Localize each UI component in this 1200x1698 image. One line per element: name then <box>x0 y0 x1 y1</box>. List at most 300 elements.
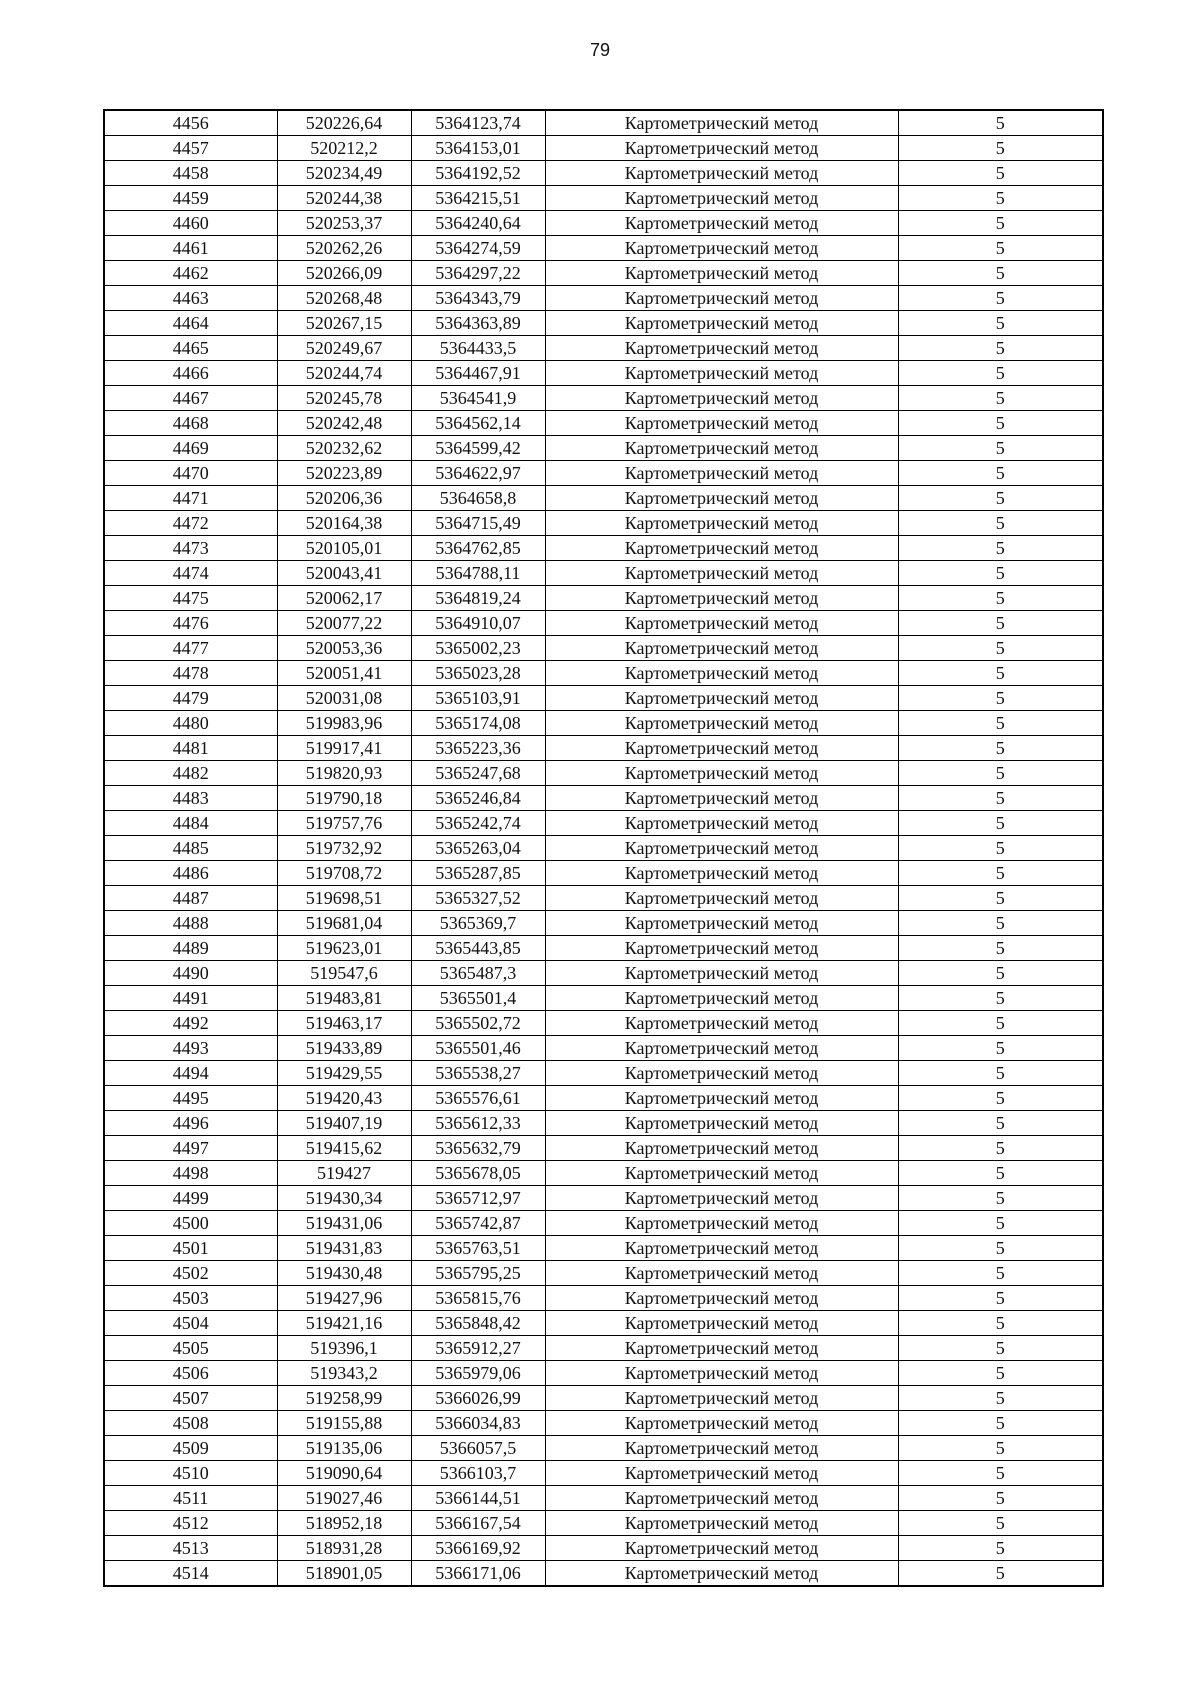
table-row <box>104 1061 1103 1086</box>
method-cell: Картометрический метод <box>545 761 898 786</box>
table-row <box>104 936 1103 961</box>
method-cell: Картометрический метод <box>545 236 898 261</box>
y-coordinate-cell: 5366169,92 <box>411 1536 545 1561</box>
x-coordinate-cell: 519708,72 <box>277 861 411 886</box>
x-coordinate-cell: 519430,48 <box>277 1261 411 1286</box>
x-coordinate-cell: 519155,88 <box>277 1411 411 1436</box>
x-coordinate-cell: 519430,34 <box>277 1186 411 1211</box>
method-cell: Картометрический метод <box>545 1011 898 1036</box>
x-coordinate-cell: 518952,18 <box>277 1511 411 1536</box>
y-coordinate-cell: 5364240,64 <box>411 211 545 236</box>
point-number-cell: 4482 <box>104 761 277 786</box>
point-number-cell: 4504 <box>104 1311 277 1336</box>
y-coordinate-cell: 5364297,22 <box>411 261 545 286</box>
y-coordinate-cell: 5364788,11 <box>411 561 545 586</box>
x-coordinate-cell: 519547,6 <box>277 961 411 986</box>
x-coordinate-cell: 519681,04 <box>277 911 411 936</box>
accuracy-cell: 5 <box>898 1511 1103 1536</box>
table-row <box>104 486 1103 511</box>
accuracy-cell: 5 <box>898 936 1103 961</box>
method-cell: Картометрический метод <box>545 586 898 611</box>
x-coordinate-cell: 520242,48 <box>277 411 411 436</box>
accuracy-cell: 5 <box>898 811 1103 836</box>
y-coordinate-cell: 5365242,74 <box>411 811 545 836</box>
y-coordinate-cell: 5364622,97 <box>411 461 545 486</box>
accuracy-cell: 5 <box>898 1536 1103 1561</box>
y-coordinate-cell: 5365912,27 <box>411 1336 545 1361</box>
accuracy-cell: 5 <box>898 711 1103 736</box>
point-number-cell: 4507 <box>104 1386 277 1411</box>
y-coordinate-cell: 5365263,04 <box>411 836 545 861</box>
point-number-cell: 4469 <box>104 436 277 461</box>
point-number-cell: 4499 <box>104 1186 277 1211</box>
point-number-cell: 4461 <box>104 236 277 261</box>
accuracy-cell: 5 <box>898 186 1103 211</box>
method-cell: Картометрический метод <box>545 661 898 686</box>
y-coordinate-cell: 5364467,91 <box>411 361 545 386</box>
point-number-cell: 4508 <box>104 1411 277 1436</box>
method-cell: Картометрический метод <box>545 1186 898 1211</box>
accuracy-cell: 5 <box>898 761 1103 786</box>
y-coordinate-cell: 5365246,84 <box>411 786 545 811</box>
y-coordinate-cell: 5364762,85 <box>411 536 545 561</box>
accuracy-cell: 5 <box>898 911 1103 936</box>
method-cell: Картометрический метод <box>545 1061 898 1086</box>
method-cell: Картометрический метод <box>545 1086 898 1111</box>
accuracy-cell: 5 <box>898 211 1103 236</box>
accuracy-cell: 5 <box>898 161 1103 186</box>
x-coordinate-cell: 519343,2 <box>277 1361 411 1386</box>
y-coordinate-cell: 5364215,51 <box>411 186 545 211</box>
method-cell: Картометрический метод <box>545 1036 898 1061</box>
point-number-cell: 4509 <box>104 1436 277 1461</box>
x-coordinate-cell: 518901,05 <box>277 1561 411 1587</box>
point-number-cell: 4483 <box>104 786 277 811</box>
x-coordinate-cell: 520226,64 <box>277 110 411 136</box>
point-number-cell: 4458 <box>104 161 277 186</box>
x-coordinate-cell: 519431,83 <box>277 1236 411 1261</box>
table-row <box>104 286 1103 311</box>
table-row <box>104 1336 1103 1361</box>
point-number-cell: 4510 <box>104 1461 277 1486</box>
accuracy-cell: 5 <box>898 486 1103 511</box>
point-number-cell: 4476 <box>104 611 277 636</box>
table-row <box>104 1036 1103 1061</box>
method-cell: Картометрический метод <box>545 136 898 161</box>
y-coordinate-cell: 5365742,87 <box>411 1211 545 1236</box>
y-coordinate-cell: 5365632,79 <box>411 1136 545 1161</box>
y-coordinate-cell: 5366171,06 <box>411 1561 545 1587</box>
x-coordinate-cell: 519431,06 <box>277 1211 411 1236</box>
method-cell: Картометрический метод <box>545 311 898 336</box>
method-cell: Картометрический метод <box>545 636 898 661</box>
y-coordinate-cell: 5365369,7 <box>411 911 545 936</box>
y-coordinate-cell: 5365002,23 <box>411 636 545 661</box>
y-coordinate-cell: 5364123,74 <box>411 110 545 136</box>
y-coordinate-cell: 5364658,8 <box>411 486 545 511</box>
x-coordinate-cell: 520245,78 <box>277 386 411 411</box>
x-coordinate-cell: 520206,36 <box>277 486 411 511</box>
y-coordinate-cell: 5365712,97 <box>411 1186 545 1211</box>
accuracy-cell: 5 <box>898 511 1103 536</box>
table-row <box>104 236 1103 261</box>
accuracy-cell: 5 <box>898 436 1103 461</box>
table-row <box>104 336 1103 361</box>
table-row <box>104 1386 1103 1411</box>
table-row <box>104 1311 1103 1336</box>
x-coordinate-cell: 520267,15 <box>277 311 411 336</box>
table-row <box>104 361 1103 386</box>
x-coordinate-cell: 519427,96 <box>277 1286 411 1311</box>
point-number-cell: 4479 <box>104 686 277 711</box>
table-row <box>104 261 1103 286</box>
table-row <box>104 886 1103 911</box>
point-number-cell: 4491 <box>104 986 277 1011</box>
x-coordinate-cell: 520062,17 <box>277 586 411 611</box>
x-coordinate-cell: 519757,76 <box>277 811 411 836</box>
point-number-cell: 4460 <box>104 211 277 236</box>
x-coordinate-cell: 520053,36 <box>277 636 411 661</box>
y-coordinate-cell: 5364715,49 <box>411 511 545 536</box>
table-row <box>104 110 1103 136</box>
method-cell: Картометрический метод <box>545 936 898 961</box>
y-coordinate-cell: 5366034,83 <box>411 1411 545 1436</box>
method-cell: Картометрический метод <box>545 786 898 811</box>
method-cell: Картометрический метод <box>545 1461 898 1486</box>
x-coordinate-cell: 519258,99 <box>277 1386 411 1411</box>
method-cell: Картометрический метод <box>545 1411 898 1436</box>
point-number-cell: 4475 <box>104 586 277 611</box>
table-row <box>104 1361 1103 1386</box>
method-cell: Картометрический метод <box>545 436 898 461</box>
method-cell: Картометрический метод <box>545 611 898 636</box>
table-row <box>104 311 1103 336</box>
accuracy-cell: 5 <box>898 236 1103 261</box>
x-coordinate-cell: 519429,55 <box>277 1061 411 1086</box>
accuracy-cell: 5 <box>898 1211 1103 1236</box>
method-cell: Картометрический метод <box>545 211 898 236</box>
accuracy-cell: 5 <box>898 461 1103 486</box>
table-row <box>104 1286 1103 1311</box>
accuracy-cell: 5 <box>898 1336 1103 1361</box>
method-cell: Картометрический метод <box>545 1111 898 1136</box>
accuracy-cell: 5 <box>898 1311 1103 1336</box>
coordinates-table-body <box>104 110 1103 1586</box>
accuracy-cell: 5 <box>898 1486 1103 1511</box>
y-coordinate-cell: 5366057,5 <box>411 1436 545 1461</box>
method-cell: Картометрический метод <box>545 186 898 211</box>
y-coordinate-cell: 5364433,5 <box>411 336 545 361</box>
table-row <box>104 986 1103 1011</box>
table-row <box>104 1436 1103 1461</box>
table-row <box>104 161 1103 186</box>
y-coordinate-cell: 5366167,54 <box>411 1511 545 1536</box>
table-row <box>104 961 1103 986</box>
y-coordinate-cell: 5364192,52 <box>411 161 545 186</box>
point-number-cell: 4485 <box>104 836 277 861</box>
accuracy-cell: 5 <box>898 861 1103 886</box>
accuracy-cell: 5 <box>898 361 1103 386</box>
accuracy-cell: 5 <box>898 986 1103 1011</box>
method-cell: Картометрический метод <box>545 911 898 936</box>
table-row <box>104 836 1103 861</box>
accuracy-cell: 5 <box>898 611 1103 636</box>
y-coordinate-cell: 5364910,07 <box>411 611 545 636</box>
point-number-cell: 4513 <box>104 1536 277 1561</box>
method-cell: Картометрический метод <box>545 511 898 536</box>
y-coordinate-cell: 5365612,33 <box>411 1111 545 1136</box>
y-coordinate-cell: 5364541,9 <box>411 386 545 411</box>
method-cell: Картометрический метод <box>545 1561 898 1587</box>
x-coordinate-cell: 520212,2 <box>277 136 411 161</box>
x-coordinate-cell: 518931,28 <box>277 1536 411 1561</box>
x-coordinate-cell: 520253,37 <box>277 211 411 236</box>
method-cell: Картометрический метод <box>545 1161 898 1186</box>
method-cell: Картометрический метод <box>545 1361 898 1386</box>
point-number-cell: 4474 <box>104 561 277 586</box>
x-coordinate-cell: 520249,67 <box>277 336 411 361</box>
method-cell: Картометрический метод <box>545 1136 898 1161</box>
y-coordinate-cell: 5364274,59 <box>411 236 545 261</box>
method-cell: Картометрический метод <box>545 386 898 411</box>
y-coordinate-cell: 5365287,85 <box>411 861 545 886</box>
method-cell: Картометрический метод <box>545 461 898 486</box>
accuracy-cell: 5 <box>898 686 1103 711</box>
method-cell: Картометрический метод <box>545 1536 898 1561</box>
table-row <box>104 1261 1103 1286</box>
accuracy-cell: 5 <box>898 586 1103 611</box>
y-coordinate-cell: 5365848,42 <box>411 1311 545 1336</box>
y-coordinate-cell: 5365247,68 <box>411 761 545 786</box>
accuracy-cell: 5 <box>898 336 1103 361</box>
x-coordinate-cell: 520262,26 <box>277 236 411 261</box>
method-cell: Картометрический метод <box>545 1261 898 1286</box>
table-row <box>104 1236 1103 1261</box>
method-cell: Картометрический метод <box>545 411 898 436</box>
accuracy-cell: 5 <box>898 1136 1103 1161</box>
accuracy-cell: 5 <box>898 1261 1103 1286</box>
x-coordinate-cell: 520164,38 <box>277 511 411 536</box>
table-row <box>104 1011 1103 1036</box>
table-row <box>104 1536 1103 1561</box>
point-number-cell: 4456 <box>104 110 277 136</box>
point-number-cell: 4489 <box>104 936 277 961</box>
x-coordinate-cell: 519135,06 <box>277 1436 411 1461</box>
x-coordinate-cell: 520105,01 <box>277 536 411 561</box>
table-row <box>104 711 1103 736</box>
accuracy-cell: 5 <box>898 736 1103 761</box>
point-number-cell: 4514 <box>104 1561 277 1587</box>
method-cell: Картометрический метод <box>545 1211 898 1236</box>
method-cell: Картометрический метод <box>545 861 898 886</box>
x-coordinate-cell: 519090,64 <box>277 1461 411 1486</box>
accuracy-cell: 5 <box>898 1011 1103 1036</box>
y-coordinate-cell: 5364153,01 <box>411 136 545 161</box>
point-number-cell: 4472 <box>104 511 277 536</box>
point-number-cell: 4500 <box>104 1211 277 1236</box>
method-cell: Картометрический метод <box>545 1511 898 1536</box>
x-coordinate-cell: 520051,41 <box>277 661 411 686</box>
method-cell: Картометрический метод <box>545 686 898 711</box>
x-coordinate-cell: 520268,48 <box>277 286 411 311</box>
table-row <box>104 911 1103 936</box>
y-coordinate-cell: 5366144,51 <box>411 1486 545 1511</box>
y-coordinate-cell: 5365487,3 <box>411 961 545 986</box>
table-row <box>104 1136 1103 1161</box>
y-coordinate-cell: 5365223,36 <box>411 736 545 761</box>
accuracy-cell: 5 <box>898 536 1103 561</box>
coordinates-table <box>103 109 1104 1587</box>
accuracy-cell: 5 <box>898 1361 1103 1386</box>
point-number-cell: 4512 <box>104 1511 277 1536</box>
accuracy-cell: 5 <box>898 636 1103 661</box>
table-row <box>104 1186 1103 1211</box>
y-coordinate-cell: 5365815,76 <box>411 1286 545 1311</box>
method-cell: Картометрический метод <box>545 486 898 511</box>
table-row <box>104 411 1103 436</box>
point-number-cell: 4488 <box>104 911 277 936</box>
y-coordinate-cell: 5365979,06 <box>411 1361 545 1386</box>
x-coordinate-cell: 520077,22 <box>277 611 411 636</box>
x-coordinate-cell: 519790,18 <box>277 786 411 811</box>
x-coordinate-cell: 519623,01 <box>277 936 411 961</box>
table-row <box>104 686 1103 711</box>
accuracy-cell: 5 <box>898 1386 1103 1411</box>
y-coordinate-cell: 5365678,05 <box>411 1161 545 1186</box>
accuracy-cell: 5 <box>898 1461 1103 1486</box>
method-cell: Картометрический метод <box>545 736 898 761</box>
point-number-cell: 4481 <box>104 736 277 761</box>
table-row <box>104 1511 1103 1536</box>
table-row <box>104 1486 1103 1511</box>
method-cell: Картометрический метод <box>545 1436 898 1461</box>
accuracy-cell: 5 <box>898 110 1103 136</box>
x-coordinate-cell: 520244,38 <box>277 186 411 211</box>
accuracy-cell: 5 <box>898 1111 1103 1136</box>
x-coordinate-cell: 519396,1 <box>277 1336 411 1361</box>
accuracy-cell: 5 <box>898 1061 1103 1086</box>
table-row <box>104 1411 1103 1436</box>
method-cell: Картометрический метод <box>545 561 898 586</box>
table-row <box>104 1211 1103 1236</box>
point-number-cell: 4464 <box>104 311 277 336</box>
method-cell: Картометрический метод <box>545 336 898 361</box>
point-number-cell: 4468 <box>104 411 277 436</box>
table-row <box>104 611 1103 636</box>
point-number-cell: 4470 <box>104 461 277 486</box>
point-number-cell: 4477 <box>104 636 277 661</box>
x-coordinate-cell: 519483,81 <box>277 986 411 1011</box>
x-coordinate-cell: 519415,62 <box>277 1136 411 1161</box>
method-cell: Картометрический метод <box>545 286 898 311</box>
method-cell: Картометрический метод <box>545 886 898 911</box>
point-number-cell: 4462 <box>104 261 277 286</box>
y-coordinate-cell: 5365103,91 <box>411 686 545 711</box>
x-coordinate-cell: 520043,41 <box>277 561 411 586</box>
point-number-cell: 4503 <box>104 1286 277 1311</box>
x-coordinate-cell: 519421,16 <box>277 1311 411 1336</box>
accuracy-cell: 5 <box>898 136 1103 161</box>
x-coordinate-cell: 519983,96 <box>277 711 411 736</box>
y-coordinate-cell: 5365763,51 <box>411 1236 545 1261</box>
method-cell: Картометрический метод <box>545 1336 898 1361</box>
y-coordinate-cell: 5364562,14 <box>411 411 545 436</box>
accuracy-cell: 5 <box>898 1286 1103 1311</box>
table-row <box>104 436 1103 461</box>
point-number-cell: 4493 <box>104 1036 277 1061</box>
x-coordinate-cell: 519820,93 <box>277 761 411 786</box>
table-row <box>104 1086 1103 1111</box>
method-cell: Картометрический метод <box>545 836 898 861</box>
table-row <box>104 1561 1103 1587</box>
point-number-cell: 4496 <box>104 1111 277 1136</box>
point-number-cell: 4484 <box>104 811 277 836</box>
x-coordinate-cell: 520234,49 <box>277 161 411 186</box>
accuracy-cell: 5 <box>898 311 1103 336</box>
y-coordinate-cell: 5364599,42 <box>411 436 545 461</box>
x-coordinate-cell: 519420,43 <box>277 1086 411 1111</box>
x-coordinate-cell: 519698,51 <box>277 886 411 911</box>
y-coordinate-cell: 5365795,25 <box>411 1261 545 1286</box>
y-coordinate-cell: 5364819,24 <box>411 586 545 611</box>
point-number-cell: 4478 <box>104 661 277 686</box>
accuracy-cell: 5 <box>898 411 1103 436</box>
x-coordinate-cell: 519427 <box>277 1161 411 1186</box>
y-coordinate-cell: 5365174,08 <box>411 711 545 736</box>
point-number-cell: 4457 <box>104 136 277 161</box>
accuracy-cell: 5 <box>898 886 1103 911</box>
accuracy-cell: 5 <box>898 786 1103 811</box>
point-number-cell: 4465 <box>104 336 277 361</box>
method-cell: Картометрический метод <box>545 261 898 286</box>
method-cell: Картометрический метод <box>545 811 898 836</box>
point-number-cell: 4505 <box>104 1336 277 1361</box>
y-coordinate-cell: 5365327,52 <box>411 886 545 911</box>
accuracy-cell: 5 <box>898 1186 1103 1211</box>
method-cell: Картометрический метод <box>545 986 898 1011</box>
table-row <box>104 1111 1103 1136</box>
table-row <box>104 561 1103 586</box>
table-row <box>104 636 1103 661</box>
method-cell: Картометрический метод <box>545 1386 898 1411</box>
method-cell: Картометрический метод <box>545 961 898 986</box>
x-coordinate-cell: 520232,62 <box>277 436 411 461</box>
table-row <box>104 536 1103 561</box>
x-coordinate-cell: 520223,89 <box>277 461 411 486</box>
method-cell: Картометрический метод <box>545 1236 898 1261</box>
y-coordinate-cell: 5365576,61 <box>411 1086 545 1111</box>
method-cell: Картометрический метод <box>545 711 898 736</box>
y-coordinate-cell: 5366103,7 <box>411 1461 545 1486</box>
x-coordinate-cell: 520244,74 <box>277 361 411 386</box>
method-cell: Картометрический метод <box>545 536 898 561</box>
accuracy-cell: 5 <box>898 1411 1103 1436</box>
table-row <box>104 861 1103 886</box>
point-number-cell: 4501 <box>104 1236 277 1261</box>
method-cell: Картометрический метод <box>545 1311 898 1336</box>
accuracy-cell: 5 <box>898 1036 1103 1061</box>
accuracy-cell: 5 <box>898 261 1103 286</box>
method-cell: Картометрический метод <box>545 361 898 386</box>
table-row <box>104 136 1103 161</box>
accuracy-cell: 5 <box>898 1436 1103 1461</box>
table-row <box>104 186 1103 211</box>
table-row <box>104 761 1103 786</box>
point-number-cell: 4492 <box>104 1011 277 1036</box>
x-coordinate-cell: 519917,41 <box>277 736 411 761</box>
y-coordinate-cell: 5366026,99 <box>411 1386 545 1411</box>
page-number: 79 <box>589 40 611 60</box>
